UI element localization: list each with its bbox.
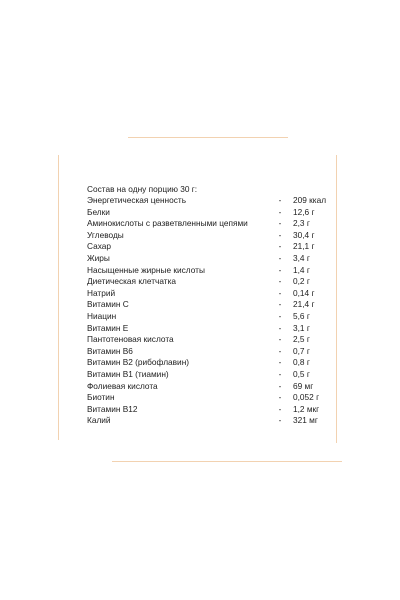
nutrient-separator: - (278, 229, 282, 240)
nutrient-value: 12,6 г (293, 206, 315, 217)
nutrition-row-vitamin-c (87, 299, 347, 311)
nutrient-name: Натрий (87, 287, 116, 298)
nutrition-row-vitamin-e (87, 323, 347, 335)
nutrition-row-vitamin-b2 (87, 357, 347, 369)
nutrition-row-fat (87, 253, 347, 265)
nutrient-value: 5,6 г (293, 310, 310, 321)
nutrient-separator: - (278, 368, 282, 379)
nutrient-separator: - (278, 403, 282, 414)
nutrition-row-biotin (87, 392, 347, 404)
nutrient-value: 0,14 г (293, 287, 315, 298)
nutrient-name: Витамин Е (87, 322, 129, 333)
nutrition-row-vitamin-b1 (87, 369, 347, 381)
nutrient-value: 209 ккал (293, 195, 327, 205)
nutrition-row-energy (87, 195, 347, 207)
nutrient-value: 21,4 г (293, 299, 315, 310)
nutrient-name: Энергетическая ценность (87, 195, 187, 205)
nutrition-row-sodium (87, 288, 347, 300)
nutrient-value: 2,3 г (293, 218, 310, 229)
nutrient-value: 2,5 г (293, 334, 310, 345)
nutrition-row-folic-acid (87, 381, 347, 393)
nutrient-separator: - (278, 392, 282, 403)
decorative-left-line (58, 155, 59, 440)
nutrient-name: Сахар (87, 241, 111, 252)
nutrition-row-saturated-fat (87, 265, 347, 277)
nutrient-name: Жиры (87, 252, 110, 263)
composition-title: Состав на одну порцию 30 г: (87, 184, 198, 194)
decorative-bottom-line (112, 461, 342, 462)
nutrient-value: 0,052 г (293, 392, 320, 403)
decorative-top-line (128, 137, 288, 138)
nutrient-name: Углеводы (87, 229, 124, 240)
nutrition-row-vitamin-b6 (87, 346, 347, 358)
nutrient-separator: - (278, 252, 282, 263)
nutrient-name: Калий (87, 415, 111, 426)
nutrient-value: 0,2 г (293, 276, 310, 287)
nutrient-value: 0,8 г (293, 357, 310, 368)
nutrition-row-niacin (87, 311, 347, 323)
nutrient-value: 69 мг (293, 380, 314, 391)
nutrient-separator: - (278, 415, 282, 426)
nutrition-row-sugar (87, 241, 347, 253)
nutrition-row-fiber (87, 276, 347, 288)
nutrient-value: 1,4 г (293, 264, 310, 275)
nutrient-value: 3,4 г (293, 252, 310, 263)
nutrition-composition (87, 183, 347, 427)
nutrient-name: Фолиевая кислота (87, 380, 158, 391)
nutrient-separator: - (278, 334, 282, 345)
nutrient-value: 1,2 мкг (293, 403, 320, 414)
nutrient-name: Витамин В6 (87, 345, 133, 356)
nutrient-separator: - (278, 322, 282, 333)
nutrient-separator: - (278, 206, 282, 217)
nutrient-separator: - (278, 345, 282, 356)
nutrient-separator: - (278, 276, 282, 287)
nutrient-value: 3,1 г (293, 322, 310, 333)
nutrient-separator: - (278, 380, 282, 391)
nutrient-separator: - (278, 264, 282, 275)
nutrient-name: Диетическая клетчатка (87, 276, 177, 287)
nutrient-name: Ниацин (87, 310, 117, 321)
nutrient-name: Витамин С (87, 299, 129, 310)
nutrient-separator: - (278, 357, 282, 368)
nutrient-value: 30,4 г (293, 229, 315, 240)
nutrition-row-potassium (87, 415, 347, 427)
nutrient-value: 0,5 г (293, 368, 310, 379)
nutrient-name: Биотин (87, 392, 115, 403)
nutrient-separator: - (278, 241, 282, 252)
nutrient-value: 21,1 г (293, 241, 315, 252)
nutrient-separator: - (278, 310, 282, 321)
nutrient-value: 0,7 г (293, 345, 310, 356)
nutrient-name: Насыщенные жирные кислоты (87, 264, 205, 275)
nutrition-row-pantothenic-acid (87, 334, 347, 346)
nutrient-separator: - (278, 299, 282, 310)
nutrition-row-vitamin-b12 (87, 404, 347, 416)
nutrient-name: Белки (87, 206, 110, 217)
nutrient-separator: - (278, 218, 282, 229)
nutrient-name: Пантотеновая кислота (87, 334, 174, 345)
nutrient-name: Витамин В12 (87, 403, 138, 414)
nutrient-separator: - (278, 195, 282, 205)
nutrient-name: Витамин В2 (рибофлавин) (87, 357, 190, 368)
nutrient-value: 321 мг (293, 415, 318, 426)
nutrient-separator: - (278, 287, 282, 298)
nutrient-name: Витамин В1 (тиамин) (87, 368, 169, 379)
nutrition-row-bcaa (87, 218, 347, 230)
nutrition-row-protein (87, 207, 347, 219)
nutrient-name: Аминокислоты с разветвленными цепями (87, 218, 248, 229)
nutrition-row-carbohydrates (87, 230, 347, 242)
